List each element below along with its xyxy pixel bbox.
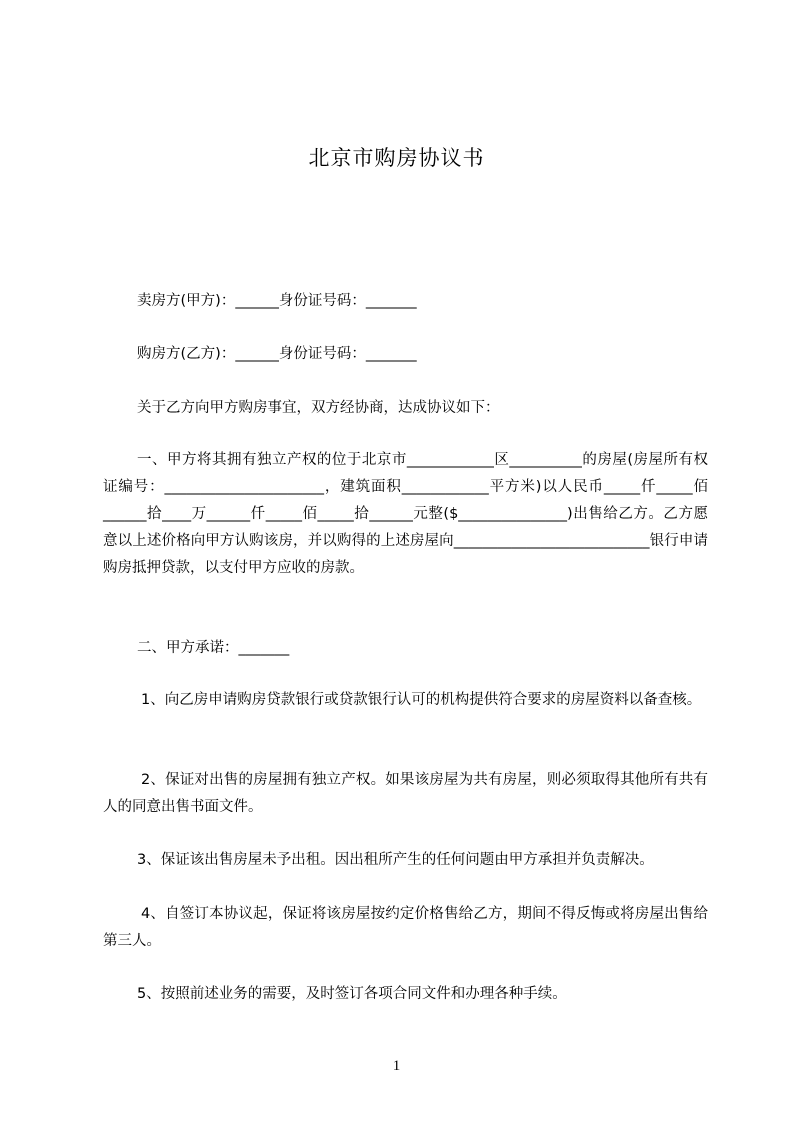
commitment-item-1: 1、向乙房申请购房贷款银行或贷款银行认可的机构提供符合要求的房屋资料以备查核。 [141,692,702,708]
commitment-item-3: 3、保证该出售房屋未予出租。因出租所产生的任何问题由甲方承担并负责解决。 [137,852,654,868]
document-title: 北京市购房协议书 [308,146,485,170]
clause-two-heading: 二、甲方承诺：_______ [137,640,290,656]
seller-line: 卖房方(甲方)：______身份证号码：_______ [137,293,417,309]
intro-text: 关于乙方向甲方购房事宜，双方经协商，达成协议如下： [137,400,500,416]
commitment-item-2: 2、保证对出售的房屋拥有独立产权。如果该房屋为共有房屋，则必须取得其他所有共有人的同意出售书面文件。 [103,772,708,815]
commitment-item-5: 5、按照前述业务的需要，及时签订各项合同文件和办理各种手续。 [137,986,567,1002]
commitment-item-4: 4、自签订本协议起，保证将该房屋按约定价格售给乙方，期间不得反悔或将房屋出售给第三人。 [103,906,708,949]
clause-one: 一、甲方将其拥有独立产权的位于北京市____________区__________的房屋(房屋所有权证编号：______________________，建筑面积____________平方米)以人民币_____仟_____佰______拾____万______仟_____佰_____拾______元整($_______________)出售给乙方。乙方愿意以上述价格向甲方认购该房，并以购得的上述房屋向___________________________银行申请购房抵押贷款，以支付甲方应收的房款。 [103,452,708,576]
page-number: 1 [392,1058,401,1074]
buyer-line: 购房方(乙方)：______身份证号码：_______ [137,346,417,362]
